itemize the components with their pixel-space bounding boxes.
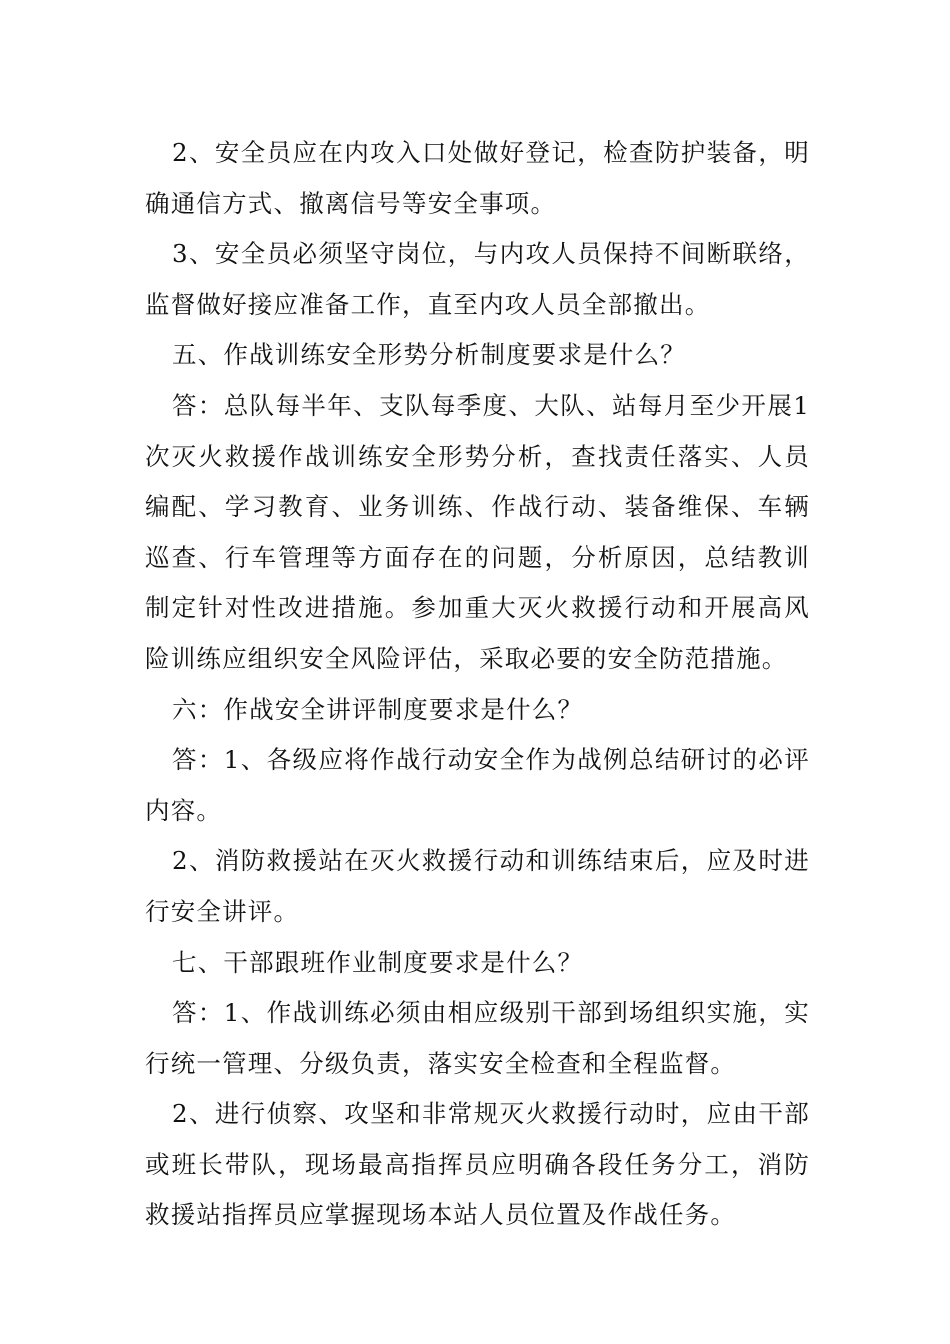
heading-section-seven: 七、干部跟班作业制度要求是什么？ [172, 947, 584, 977]
heading-section-six: 六：作战安全讲评制度要求是什么？ [172, 694, 584, 724]
paragraph-answer-six-2: 2、消防救援站在灭火救援行动和训练结束后，应及时进行安全讲评。 [145, 846, 810, 926]
paragraph-safety-officer-post: 3、安全员必须坚守岗位，与内攻人员保持不间断联络，监督做好接应准备工作，直至内攻人员全部撤出。 [145, 239, 810, 319]
paragraph-safety-officer-registration: 2、安全员应在内攻入口处做好登记，检查防护装备，明确通信方式、撤离信号等安全事项。 [145, 138, 810, 218]
paragraph-answer-seven-2: 2、进行侦察、攻坚和非常规灭火救援行动时，应由干部或班长带队，现场最高指挥员应明确各段任务分工，消防救援站指挥员应掌握现场本站人员位置及作战任务。 [145, 1099, 810, 1230]
paragraph-answer-five: 答：总队每半年、支队每季度、大队、站每月至少开展1次灭火救援作战训练安全形势分析，查找责任落实、人员编配、学习教育、业务训练、作战行动、装备维保、车辆巡查、行车管理等方面存在的问题，分析原因，总结教训制定针对性改进措施。参加重大灭火救援行动和开展高风险训练应组织安全风险评估，采取必要的安全防范措施。 [145, 390, 810, 673]
paragraph-answer-six-1: 答：1、各级应将作战行动安全作为战例总结研讨的必评内容。 [145, 745, 810, 825]
heading-section-five: 五、作战训练安全形势分析制度要求是什么？ [172, 340, 686, 370]
paragraph-answer-seven-1: 答：1、作战训练必须由相应级别干部到场组织实施，实行统一管理、分级负责，落实安全检查和全程监督。 [145, 998, 810, 1078]
document-body [145, 128, 810, 1241]
